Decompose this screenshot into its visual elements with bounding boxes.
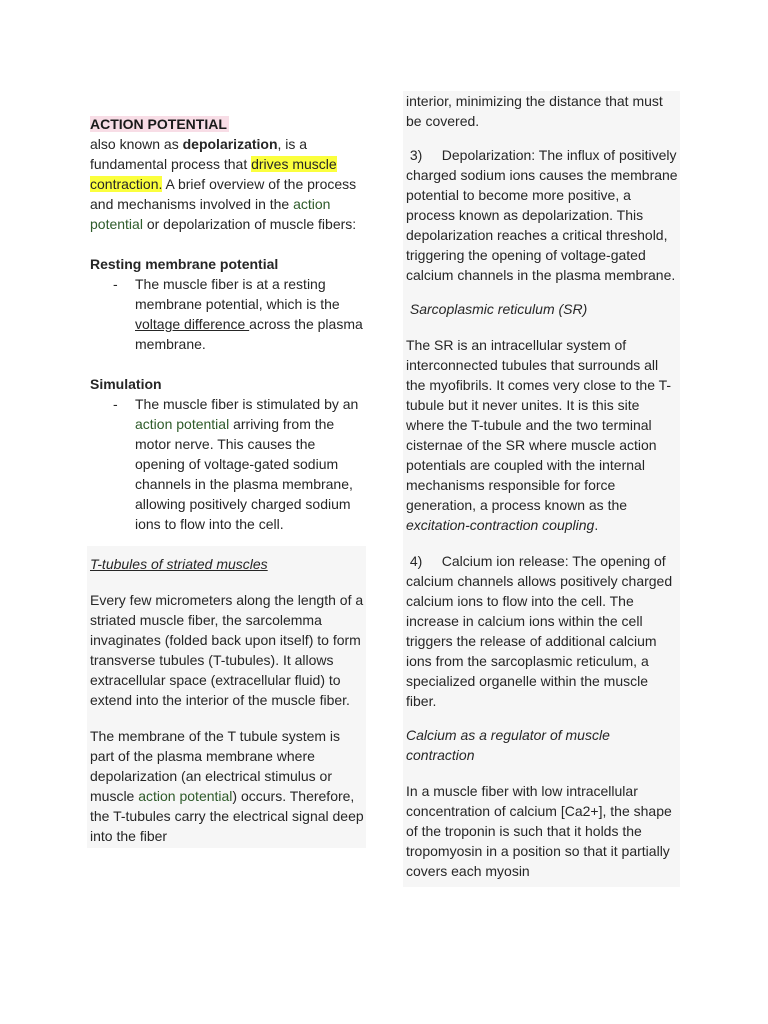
highlighted-text: drives muscle contraction.	[90, 156, 337, 192]
document-title: ACTION POTENTIAL	[90, 116, 227, 132]
simulation-heading: Simulation	[90, 376, 162, 392]
calcium-paragraph: In a muscle fiber with low intracellular concentration of calcium [Ca2+], the shape of the troponin is such that it holds the tropomyosin in a position so that it partially covers each myosin	[406, 783, 672, 879]
ttubules-paragraph-2: The membrane of the T tubule system is part of the plasma membrane where depolarization (an electrical stimulus or muscle action potential) occurs. Therefore, the T-tubules carry the electrical signal deep into the fiber	[90, 728, 364, 844]
continued-paragraph: interior, minimizing the distance that must be covered.	[406, 93, 663, 129]
right-column	[403, 91, 680, 887]
intro-paragraph: also known as depolarization, is a fundamental process that drives muscle contraction. A brief overview of the process and mechanisms involved in the action potential or depolarization of muscle fibers:	[90, 136, 357, 232]
resting-heading: Resting membrane potential	[90, 256, 279, 272]
ttubules-heading: T-tubules of striated muscles	[90, 556, 268, 572]
bullet-dash: -	[113, 276, 118, 292]
ttubules-section	[87, 546, 366, 848]
action-potential-link[interactable]: action potential	[138, 788, 233, 804]
action-potential-link[interactable]: action potential	[90, 196, 331, 232]
sr-paragraph: The SR is an intracellular system of interconnected tubules that surrounds all the myofibrils. It comes very close to the T-tubule but it never unites. It is this site where the T-tubule and the two terminal cisternae of the SR where muscle action potentials are coupled with the internal mechanisms responsible for force generation, a process known as the excitation-contraction coupling.	[406, 337, 672, 533]
resting-bullet: - The muscle fiber is at a resting membrane potential, which is the voltage difference across the plasma membrane.	[113, 276, 363, 352]
voltage-difference-link[interactable]: voltage difference	[135, 316, 250, 332]
step-4-paragraph: 4) Calcium ion release: The opening of calcium channels allows positively charged calcium ions to flow into the cell. The increase in calcium ions within the cell triggers the release of additional calcium ions from the sarcoplasmic reticulum, a specialized organelle within the muscle fiber.	[406, 553, 677, 709]
action-potential-link[interactable]: action potential	[135, 416, 230, 432]
left-column	[90, 114, 366, 848]
step-3-paragraph: 3) Depolarization: The influx of positively charged sodium ions causes the membrane potential to become more positive, a process known as depolarization. This depolarization reaches a critical threshold, triggering the opening of voltage-gated calcium channels in the plasma membrane.	[406, 147, 682, 283]
ttubules-paragraph-1: Every few micrometers along the length of a striated muscle fiber, the sarcolemma invaginates (folded back upon itself) to form transverse tubules (T-tubules). It allows extracellular space (extracellular fluid) to extend into the interior of the muscle fiber.	[90, 592, 364, 708]
bullet-dash: -	[113, 396, 118, 412]
simulation-bullet: - The muscle fiber is stimulated by an action potential arriving from the motor nerve. This causes the opening of voltage-gated sodium channels in the plasma membrane, allowing positively charged sodium ions to flow into the cell.	[113, 396, 359, 532]
sr-heading: Sarcoplasmic reticulum (SR)	[406, 301, 588, 317]
calcium-heading: Calcium as a regulator of muscle contraction	[406, 727, 610, 763]
